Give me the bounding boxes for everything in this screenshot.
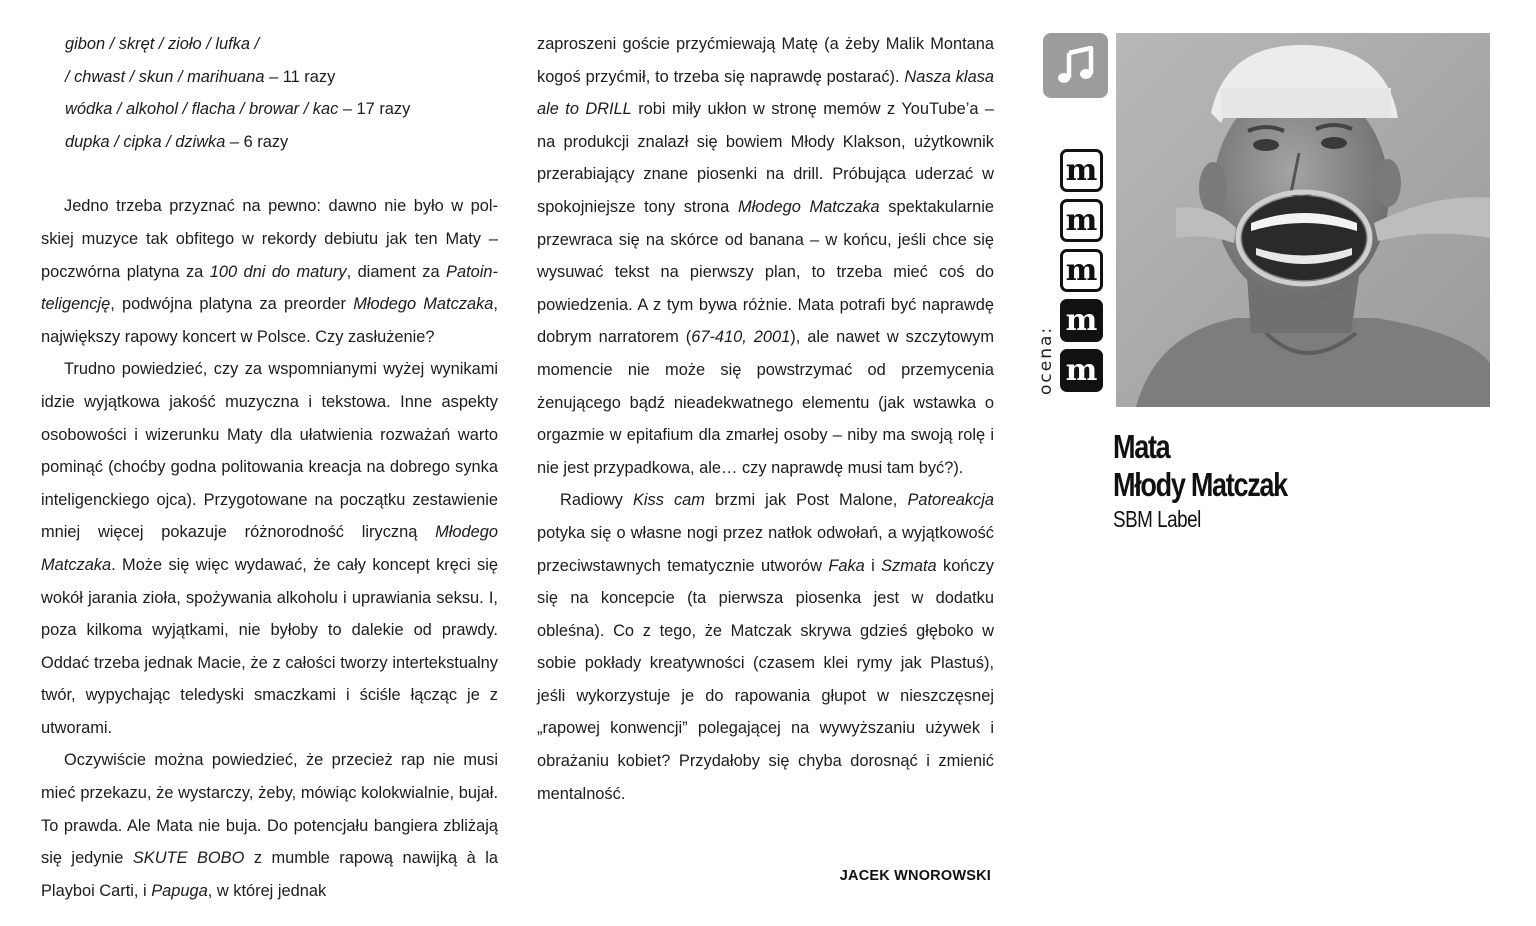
author-byline: JACEK WNOROWSKI — [839, 868, 991, 884]
album-info — [1113, 428, 1325, 534]
paragraph: Trudno powiedzieć, czy za wspomnianymi wyżej wynikami idzie wyjątkowa jakość muzyczna i tekstowa. Inne aspekty osobowości i wizerunku Maty dla ułatwienia rozważań warto pominąć (choćby godna politowania kreacja na dobrego synka inteligenckiego ojca). Przygotowane na początku zestawienie mniej więcej pokazuje różnorodność liryczną Młodego Matczaka. Może się więc wydawać, że cały koncept kręci się wokół jarania zioła, spożywania alkoholu i uprawiania seksu. I, poza kilkoma wyjątkami, nie byłoby to dalekie od prawdy. Oddać trzeba jednak Macie, że z całości tworzy intertekstualny twór, wypychając teledyski smaczkami i ściśle łącząc je z utworami. — [41, 360, 498, 737]
music-note-icon — [1043, 33, 1108, 98]
paragraph: zaproszeni goście przyćmiewają Matę (a żeby Malik Montana kogoś przyćmił, to trzeba się naprawdę postarać). Nasza klasa ale to DRILL robi miły ukłon w stronę memów z YouTube’a – na produkcji znalazł się bowiem Młody Klakson, użytkownik przerabiający znane piosenki na drill. Próbująca uderzać w spokojniejsze tony strona Młodego Matczaka spektakularnie przewraca się na skórce od banana – w końcu, jeśli chce się wysuwać tekst na pierwszy plan, to trzeba mieć coś do powiedzenia. A z tym bywa różnie. Mata potrafi być naprawdę dobrym narratorem (67-410, 2001), ale nawet w szczytowym momencie nie może się powstrzymać od przemycenia żenującego bądź nieadekwatnego elementu (jak wstawka o orgazmie w epitafium dla zmarłej osoby – niby ma swoją rolę i nie jest przypadkowa, ale… czy naprawdę musi tam być?). — [537, 35, 994, 477]
stat-line: / chwast / skun / marihuana – 11 razy — [65, 67, 336, 86]
album-label: SBM Label — [1113, 506, 1201, 532]
paragraph: Jedno trzeba przyznać na pewno: dawno nie było w polskiej muzyce tak obfitego w rekordy debiutu jak ten Maty – poczwórna platyna za 100 dni do matury, diament za Patointeligencję, podwójna platyna za preorder Młodego Matczaka, największy rapowy koncert w Polsce. Czy zasłużenie? — [41, 197, 498, 346]
rating-label: ocena: — [1036, 325, 1056, 395]
rating-box-filled: m — [1060, 299, 1103, 342]
rating-box-empty: m — [1060, 199, 1103, 242]
album-title: Młody Matczak — [1113, 466, 1287, 503]
paragraph: Radiowy Kiss cam brzmi jak Post Malone, Patoreakcja potyka się o własne nogi przez natłok odwołań, a wyjątkowość przeciwstawnych tematycznie utworów Faka i Szmata kończy się na koncepcie (ta pierwsza piosenka jest w dodatku obleśna). Co z tego, że Matczak skrywa gdzieś głęboko w sobie pokłady kreatywności (czasem klei rymy jak Plastuś), jeśli wykorzystuje je do rapowania głupot w nieszczęsnej „rapowej konwencji” polegającej na wywyższaniu używek i obrażaniu kobiet? Przydałoby się chyba dorosnąć i zmienić mentalność. — [537, 491, 995, 803]
rating-box-empty: m — [1060, 149, 1103, 192]
stat-line: wódka / alkohol / flacha / browar / kac – 17 razy — [65, 100, 411, 119]
album-artist: Mata — [1113, 428, 1170, 465]
paragraph: Oczywiście można powiedzieć, że przecież rap nie musi mieć przekazu, że wystarczy, żeby, mówiąc kolokwialnie, bujał. To prawda. Ale Mata nie buja. Do potencjału bangiera zbliżają się jedynie SKUTE BOBO z mumble rapową nawijką à la Playboi Carti, i Papuga, w której jednak — [41, 751, 498, 900]
rating-box-filled: m — [1060, 349, 1103, 392]
stat-line: gibon / skręt / zioło / lufka / — [65, 35, 260, 53]
rating-box-empty: m — [1060, 249, 1103, 292]
article-column-1 — [41, 28, 498, 907]
article-column-2 — [537, 28, 994, 810]
album-photo — [1116, 33, 1490, 407]
stat-line: dupka / cipka / dziwka – 6 razy — [65, 132, 289, 151]
